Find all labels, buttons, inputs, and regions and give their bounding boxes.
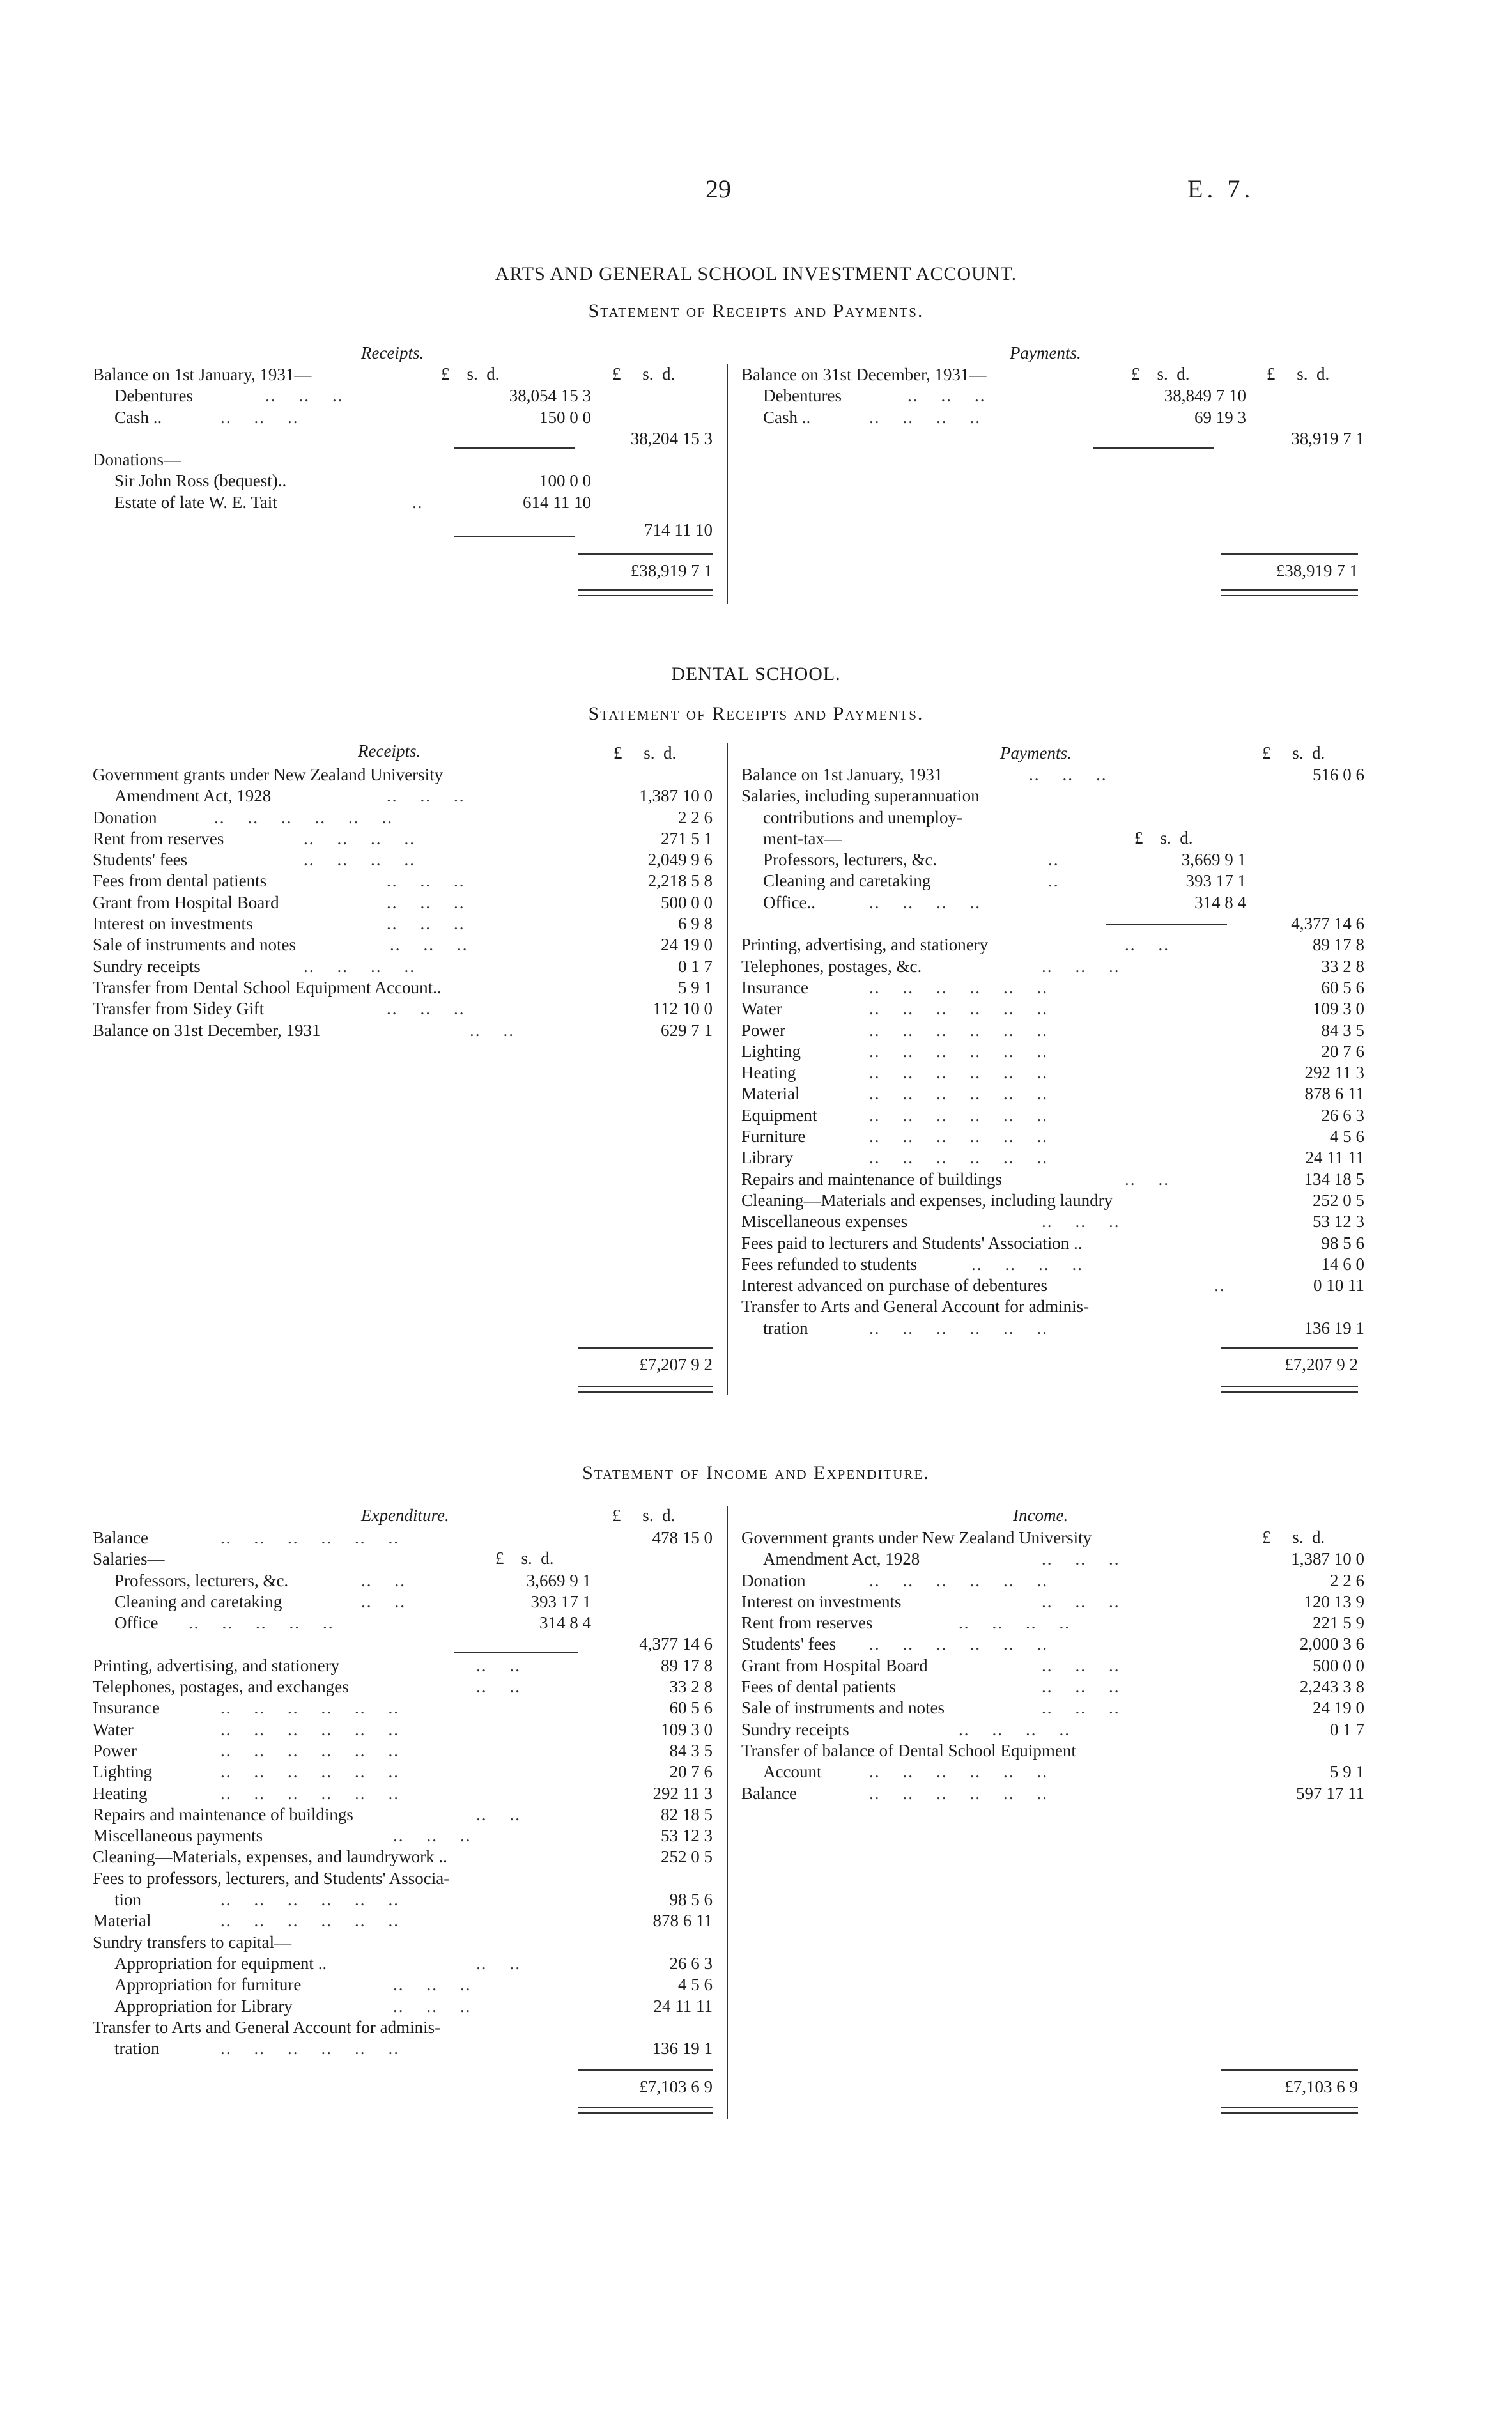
expenditure-heading: Expenditure.	[361, 1506, 449, 1525]
expenditure-row: tration .. .. .. .. .. .. 136 19 1	[114, 2039, 713, 2059]
income-list	[741, 1527, 1368, 1804]
dental-receipt-row: Donation .. .. .. .. .. .. 2 2 6	[93, 807, 713, 827]
arts-payments-total-rule	[1221, 553, 1358, 555]
dental-payment-row: Cleaning and caretaking .. 393 17 1	[763, 871, 1246, 891]
dental-receipts-total: £7,207 9 2	[639, 1355, 713, 1374]
income-row: Students' fees .. .. .. .. .. .. 2,000 3 6	[741, 1634, 1364, 1654]
dental-payment-row: Heating .. .. .. .. .. .. 292 11 3	[741, 1063, 1364, 1083]
dental-payment-row: Library .. .. .. .. .. .. 24 11 11	[741, 1148, 1364, 1168]
expenditure-row: tion .. .. .. .. .. .. 98 5 6	[114, 1890, 713, 1910]
dental-statement-heading: Statement of Receipts and Payments.	[588, 703, 924, 724]
income-row: Transfer of balance of Dental School Equipment	[741, 1740, 1076, 1760]
expenditure-salaries-subtotal-rule	[454, 1652, 578, 1653]
dental-receipt-row: Balance on 31st December, 1931 .. .. 629 7 1	[93, 1020, 713, 1040]
dental-payment-row: Fees refunded to students .. .. .. .. 14 6 0	[741, 1254, 1364, 1274]
expenditure-row: Professors, lecturers, &c. .. .. 3,669 9 1	[114, 1570, 591, 1590]
expenditure-salaries-lsd-header: £ s. d.	[495, 1549, 554, 1568]
arts-payments-heading: Payments.	[1010, 343, 1081, 362]
dental-payment-row: Cleaning—Materials and expenses, including laundry 252 0 5	[741, 1190, 1364, 1210]
arts-payments-lsd-header-2: £ s. d.	[1267, 364, 1330, 383]
expenditure-row: 4,377 14 6	[639, 1634, 713, 1654]
dental-payment-row: Power .. .. .. .. .. .. 84 3 5	[741, 1020, 1364, 1040]
income-row: Government grants under New Zealand University	[741, 1528, 1092, 1547]
expenditure-row: Transfer to Arts and General Account for adminis-	[93, 2017, 441, 2037]
expenditure-total-rule	[578, 2069, 713, 2071]
dental-payment-row: contributions and unemploy-	[763, 807, 962, 827]
arts-title: ARTS AND GENERAL SCHOOL INVESTMENT ACCOUNT.	[495, 263, 1017, 284]
arts-payments-list	[741, 364, 1368, 449]
dental-receipts-heading: Receipts.	[358, 741, 421, 761]
dental-payment-row: Telephones, postages, &c. .. .. .. 33 2 8	[741, 956, 1364, 976]
arts-receipt-row: Debentures .. .. .. 38,054 15 3	[114, 386, 591, 406]
expenditure-row: Telephones, postages, and exchanges .. .. 33 2 8	[93, 1677, 713, 1697]
dental-payments-list	[741, 764, 1368, 1339]
income-lsd-header: £ s. d.	[1262, 1527, 1325, 1547]
income-column-divider	[727, 1506, 728, 2119]
expenditure-row: Appropriation for Library .. .. .. 24 11 11	[114, 1996, 713, 2016]
dental-receipt-row: Amendment Act, 1928 .. .. .. 1,387 10 0	[114, 786, 713, 806]
expenditure-lsd-header: £ s. d.	[612, 1506, 675, 1525]
dental-payments-lsd-header: £ s. d.	[1262, 743, 1325, 762]
dental-payment-row: Material .. .. .. .. .. .. 878 6 11	[741, 1084, 1364, 1104]
dental-payment-row: Interest advanced on purchase of debentures .. 0 10 11	[741, 1276, 1364, 1295]
dental-receipts-total-rule	[578, 1347, 713, 1349]
arts-payments-total: £38,919 7 1	[1276, 561, 1358, 580]
arts-payments-subtotal-rule	[1093, 447, 1214, 449]
dental-payments-total: £7,207 9 2	[1284, 1355, 1358, 1374]
dental-payment-row: Equipment .. .. .. .. .. .. 26 6 3	[741, 1105, 1364, 1125]
expenditure-row: Lighting .. .. .. .. .. .. 20 7 6	[93, 1762, 713, 1782]
expenditure-row: Balance .. .. .. .. .. .. 478 15 0	[93, 1528, 713, 1547]
dental-receipt-row: Sundry receipts .. .. .. .. 0 1 7	[93, 956, 713, 976]
dental-payment-row: Transfer to Arts and General Account for adminis-	[741, 1297, 1090, 1317]
dental-receipt-row: Grant from Hospital Board .. .. .. 500 0 0	[93, 892, 713, 912]
expenditure-row: Salaries—	[93, 1549, 165, 1569]
dental-payment-row: Office.. .. .. .. .. 314 8 4	[763, 892, 1246, 912]
income-double-rule	[1221, 2107, 1358, 2114]
dental-payment-row: Lighting .. .. .. .. .. .. 20 7 6	[741, 1041, 1364, 1061]
expenditure-row: Miscellaneous payments .. .. .. 53 12 3	[93, 1826, 713, 1846]
expenditure-row: Repairs and maintenance of buildings .. .. 82 18 5	[93, 1804, 713, 1824]
income-total: £7,103 6 9	[1284, 2077, 1358, 2096]
expenditure-row: Printing, advertising, and stationery .. .. 89 17 8	[93, 1655, 713, 1675]
dental-receipts-list	[93, 764, 716, 1041]
dental-receipt-row: Interest on investments .. .. .. 6 9 8	[93, 914, 713, 934]
dental-title: DENTAL SCHOOL.	[671, 663, 841, 684]
dental-salaries-lsd-header: £ s. d.	[1134, 828, 1193, 847]
arts-payments-lsd-header-1: £ s. d.	[1131, 364, 1190, 383]
dental-receipt-row: Students' fees .. .. .. .. 2,049 9 6	[93, 850, 713, 870]
expenditure-row: Power .. .. .. .. .. .. 84 3 5	[93, 1740, 713, 1760]
dental-payment-row: tration .. .. .. .. .. .. 136 19 1	[763, 1318, 1364, 1338]
arts-payments-double-rule	[1221, 589, 1358, 596]
income-total-rule	[1221, 2069, 1358, 2071]
arts-receipts-list	[93, 364, 716, 541]
arts-receipts-total-rule	[578, 553, 713, 555]
expenditure-row: Appropriation for equipment .. .. .. 26 6 3	[114, 1953, 713, 1973]
dental-payment-row: Fees paid to lecturers and Students' Association .. 98 5 6	[741, 1233, 1364, 1253]
dental-receipt-row: Sale of instruments and notes .. .. .. 24 19 0	[93, 935, 713, 955]
expenditure-row: Office .. .. .. .. .. 314 8 4	[114, 1613, 591, 1633]
arts-statement-heading: Statement of Receipts and Payments.	[588, 300, 924, 321]
dental-payment-row: ment-tax—	[763, 828, 842, 848]
arts-receipts-lsd-header-1: £ s. d.	[441, 364, 500, 383]
dental-receipt-row: Rent from reserves .. .. .. .. 271 5 1	[93, 828, 713, 848]
expenditure-row: Sundry transfers to capital—	[93, 1932, 292, 1952]
dental-receipt-row: Transfer from Sidey Gift .. .. .. 112 10 0	[93, 999, 713, 1019]
expenditure-row: Appropriation for furniture .. .. .. 4 5 6	[114, 1975, 713, 1995]
expenditure-row: Insurance .. .. .. .. .. .. 60 5 6	[93, 1698, 713, 1718]
dental-payment-row: Furniture .. .. .. .. .. .. 4 5 6	[741, 1127, 1364, 1147]
expenditure-row: Heating .. .. .. .. .. .. 292 11 3	[93, 1783, 713, 1803]
dental-payment-row: 4,377 14 6	[1291, 914, 1364, 934]
income-row: Grant from Hospital Board .. .. .. 500 0 0	[741, 1655, 1364, 1675]
income-heading: Income.	[1013, 1506, 1068, 1525]
arts-receipt-row: Cash .. .. .. .. 150 0 0	[114, 407, 591, 427]
income-row: Account .. .. .. .. .. .. 5 9 1	[763, 1762, 1364, 1782]
dental-payment-row: Insurance .. .. .. .. .. .. 60 5 6	[741, 977, 1364, 997]
dental-receipt-row: Transfer from Dental School Equipment Account.. 5 9 1	[93, 977, 713, 997]
income-row: Sale of instruments and notes .. .. .. 24 19 0	[741, 1698, 1364, 1718]
expenditure-double-rule	[578, 2107, 713, 2114]
expenditure-row: Cleaning—Materials, expenses, and laundrywork .. 252 0 5	[93, 1847, 713, 1867]
dental-payment-row: Printing, advertising, and stationery .. .. 89 17 8	[741, 935, 1364, 955]
dental-column-divider	[727, 743, 728, 1395]
dental-receipt-row: Government grants under New Zealand University	[93, 765, 444, 784]
arts-receipts-subtotal-rule	[454, 447, 575, 449]
arts-receipt-row: 714 11 10	[644, 520, 713, 540]
dental-payment-row: Balance on 1st January, 1931 .. .. .. 516 0 6	[741, 765, 1364, 784]
arts-receipt-row: Balance on 1st January, 1931—	[93, 365, 312, 384]
dental-payment-row: Water .. .. .. .. .. .. 109 3 0	[741, 999, 1364, 1019]
expenditure-list	[93, 1527, 716, 2059]
dental-payment-row: Repairs and maintenance of buildings .. .. 134 18 5	[741, 1169, 1364, 1189]
income-statement-heading: Statement of Income and Expenditure.	[582, 1462, 930, 1483]
arts-payment-row: Debentures .. .. .. 38,849 7 10	[763, 386, 1246, 406]
dental-payment-row: Miscellaneous expenses .. .. .. 53 12 3	[741, 1212, 1364, 1232]
arts-receipts-total: £38,919 7 1	[630, 561, 713, 580]
expenditure-row: Water .. .. .. .. .. .. 109 3 0	[93, 1719, 713, 1739]
expenditure-row: Fees to professors, lecturers, and Students' Associa-	[93, 1868, 450, 1888]
expenditure-total: £7,103 6 9	[639, 2077, 713, 2096]
income-row: Sundry receipts .. .. .. .. 0 1 7	[741, 1719, 1364, 1739]
arts-receipt-row: 38,204 15 3	[630, 428, 713, 448]
arts-receipts-lsd-header-2: £ s. d.	[612, 364, 675, 383]
arts-column-divider	[727, 364, 728, 604]
income-row: Donation .. .. .. .. .. .. 2 2 6	[741, 1570, 1364, 1590]
arts-receipts-double-rule	[578, 589, 713, 596]
dental-payment-row: Salaries, including superannuation	[741, 786, 980, 806]
document-reference: E. 7.	[1187, 174, 1254, 203]
dental-payments-total-rule	[1221, 1347, 1358, 1349]
dental-receipts-double-rule	[578, 1386, 713, 1393]
page-number: 29	[706, 174, 731, 203]
dental-payments-double-rule	[1221, 1386, 1358, 1393]
dental-receipt-row: Fees from dental patients .. .. .. 2,218 5 8	[93, 871, 713, 891]
income-row: Fees of dental patients .. .. .. 2,243 3 8	[741, 1677, 1364, 1697]
arts-payment-row: Cash .. .. .. .. .. 69 19 3	[763, 407, 1246, 427]
arts-receipts-subtotal-rule-2	[454, 536, 575, 537]
arts-receipt-row: Sir John Ross (bequest).. 100 0 0	[114, 471, 591, 491]
dental-receipts-lsd-header: £ s. d.	[613, 743, 677, 762]
dental-payments-heading: Payments.	[1000, 743, 1072, 762]
expenditure-row: Cleaning and caretaking .. .. 393 17 1	[114, 1591, 591, 1611]
arts-receipt-row: Donations—	[93, 450, 181, 470]
expenditure-row: Material .. .. .. .. .. .. 878 6 11	[93, 1911, 713, 1931]
income-row: Balance .. .. .. .. .. .. 597 17 11	[741, 1783, 1364, 1803]
income-row: Rent from reserves .. .. .. .. 221 5 9	[741, 1613, 1364, 1633]
income-row: Amendment Act, 1928 .. .. .. 1,387 10 0	[763, 1549, 1364, 1569]
arts-payment-row: 38,919 7 1	[1291, 428, 1364, 448]
income-row: Interest on investments .. .. .. 120 13 9	[741, 1591, 1364, 1611]
dental-payment-row: Professors, lecturers, &c. .. 3,669 9 1	[763, 850, 1246, 870]
dental-salaries-subtotal-rule	[1106, 924, 1227, 925]
arts-receipts-heading: Receipts.	[361, 343, 424, 362]
arts-payment-row: Balance on 31st December, 1931—	[741, 365, 987, 384]
arts-receipt-row: Estate of late W. E. Tait .. 614 11 10	[114, 492, 591, 512]
